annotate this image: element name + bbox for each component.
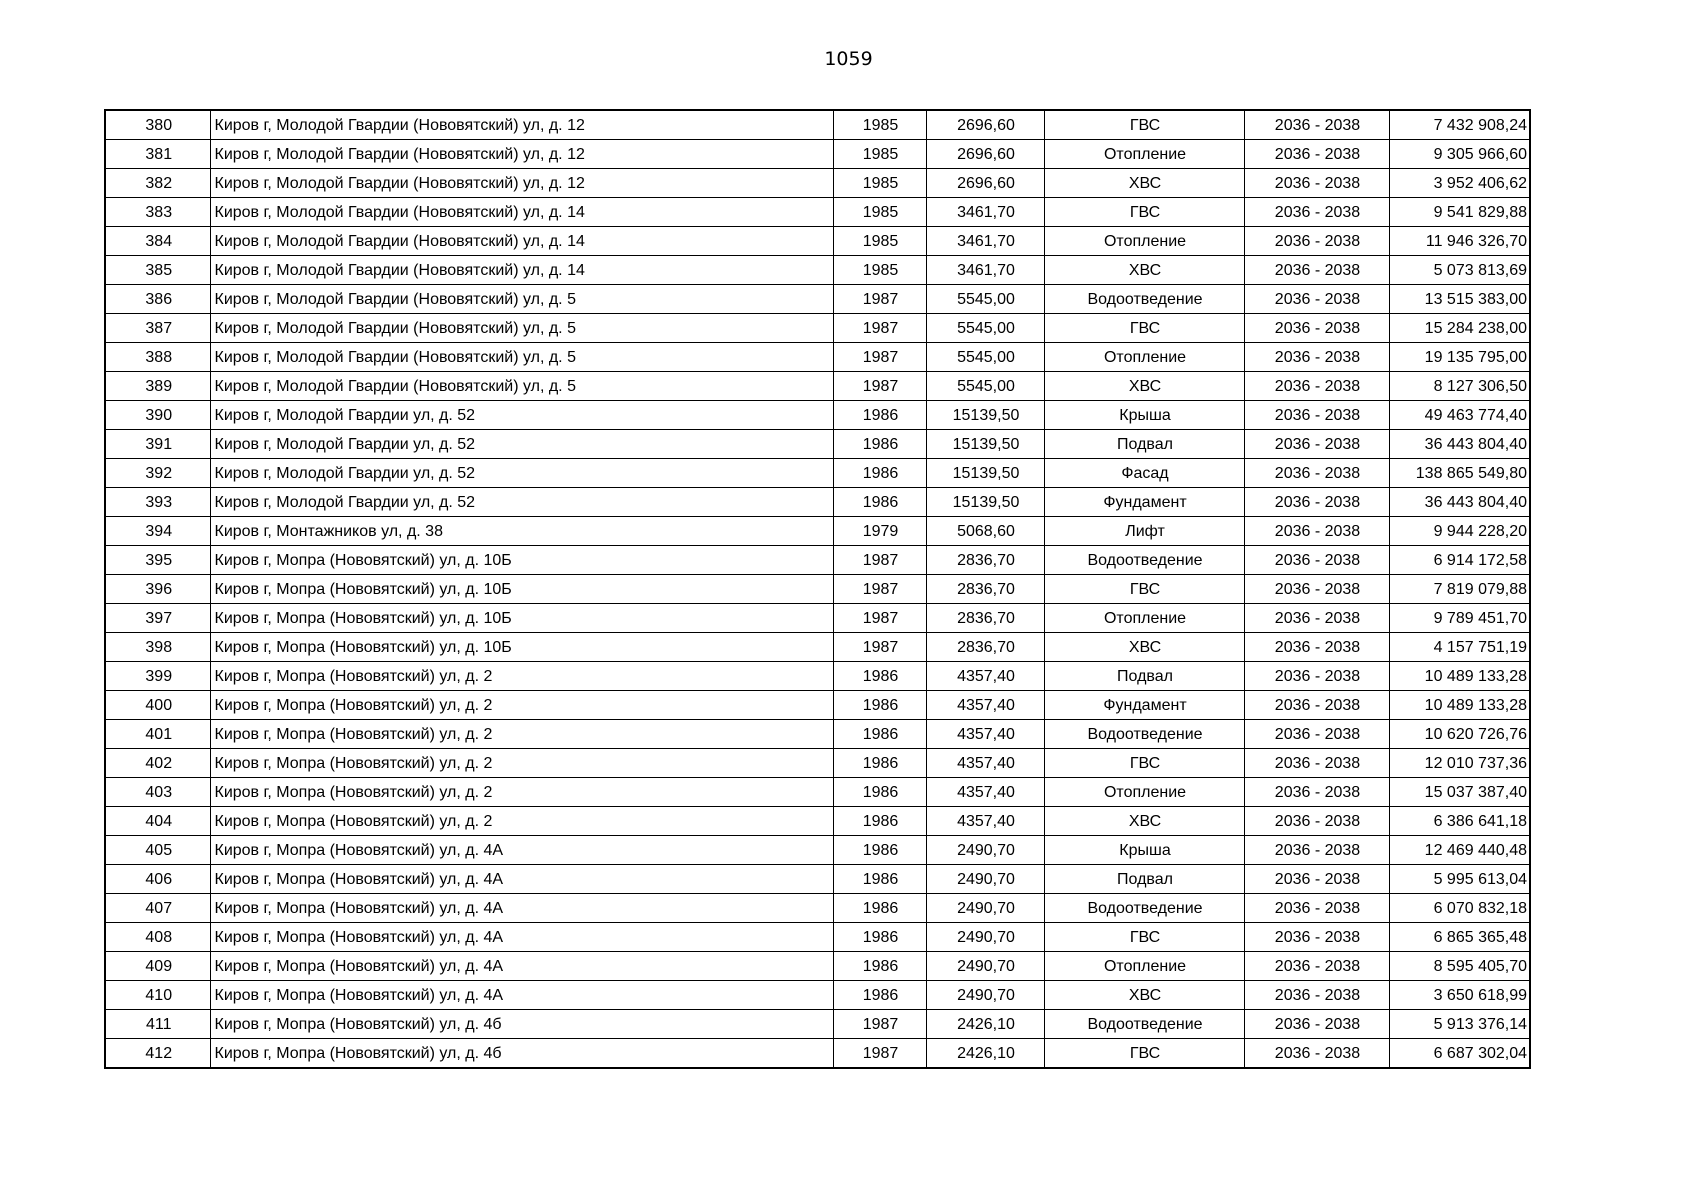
- work-type-cell: Крыша: [1044, 401, 1244, 430]
- period-cell: 2036 - 2038: [1244, 1039, 1389, 1069]
- cost-cell: 9 789 451,70: [1389, 604, 1530, 633]
- address-cell: Киров г, Молодой Гвардии ул, д. 52: [210, 401, 833, 430]
- work-type-cell: Фундамент: [1044, 691, 1244, 720]
- build-year-cell: 1985: [833, 256, 926, 285]
- cost-cell: 4 157 751,19: [1389, 633, 1530, 662]
- page-number: 1059: [824, 48, 873, 70]
- area-cell: 5545,00: [926, 314, 1044, 343]
- area-cell: 2836,70: [926, 546, 1044, 575]
- period-cell: 2036 - 2038: [1244, 488, 1389, 517]
- work-type-cell: Водоотведение: [1044, 894, 1244, 923]
- period-cell: 2036 - 2038: [1244, 459, 1389, 488]
- address-cell: Киров г, Монтажников ул, д. 38: [210, 517, 833, 546]
- area-cell: 4357,40: [926, 749, 1044, 778]
- address-cell: Киров г, Молодой Гвардии (Нововятский) ул, д. 5: [210, 372, 833, 401]
- table-row: [105, 169, 1530, 198]
- table-row: [105, 604, 1530, 633]
- period-cell: 2036 - 2038: [1244, 430, 1389, 459]
- address-cell: Киров г, Мопра (Нововятский) ул, д. 10Б: [210, 575, 833, 604]
- row-number-cell: 400: [105, 691, 210, 720]
- row-number-cell: 409: [105, 952, 210, 981]
- table-body: [105, 110, 1530, 1068]
- period-cell: 2036 - 2038: [1244, 343, 1389, 372]
- build-year-cell: 1985: [833, 140, 926, 169]
- cost-cell: 19 135 795,00: [1389, 343, 1530, 372]
- row-number-cell: 381: [105, 140, 210, 169]
- row-number-cell: 391: [105, 430, 210, 459]
- table-row: [105, 865, 1530, 894]
- table-row: [105, 1039, 1530, 1069]
- cost-cell: 9 541 829,88: [1389, 198, 1530, 227]
- build-year-cell: 1987: [833, 1039, 926, 1069]
- work-type-cell: Подвал: [1044, 662, 1244, 691]
- period-cell: 2036 - 2038: [1244, 517, 1389, 546]
- cost-cell: 10 489 133,28: [1389, 662, 1530, 691]
- build-year-cell: 1986: [833, 430, 926, 459]
- work-type-cell: Водоотведение: [1044, 1010, 1244, 1039]
- table-row: [105, 952, 1530, 981]
- work-type-cell: Водоотведение: [1044, 720, 1244, 749]
- cost-cell: 9 944 228,20: [1389, 517, 1530, 546]
- period-cell: 2036 - 2038: [1244, 633, 1389, 662]
- work-type-cell: ГВС: [1044, 923, 1244, 952]
- row-number-cell: 408: [105, 923, 210, 952]
- row-number-cell: 405: [105, 836, 210, 865]
- cost-cell: 13 515 383,00: [1389, 285, 1530, 314]
- address-cell: Киров г, Молодой Гвардии (Нововятский) ул, д. 14: [210, 198, 833, 227]
- work-type-cell: Фасад: [1044, 459, 1244, 488]
- cost-cell: 11 946 326,70: [1389, 227, 1530, 256]
- work-type-cell: ХВС: [1044, 633, 1244, 662]
- repair-schedule-table: [104, 109, 1531, 1069]
- build-year-cell: 1987: [833, 1010, 926, 1039]
- area-cell: 5545,00: [926, 285, 1044, 314]
- table-row: [105, 981, 1530, 1010]
- row-number-cell: 382: [105, 169, 210, 198]
- area-cell: 15139,50: [926, 401, 1044, 430]
- row-number-cell: 395: [105, 546, 210, 575]
- period-cell: 2036 - 2038: [1244, 662, 1389, 691]
- period-cell: 2036 - 2038: [1244, 575, 1389, 604]
- work-type-cell: ГВС: [1044, 110, 1244, 140]
- address-cell: Киров г, Мопра (Нововятский) ул, д. 4А: [210, 981, 833, 1010]
- table-row: [105, 836, 1530, 865]
- cost-cell: 12 010 737,36: [1389, 749, 1530, 778]
- cost-cell: 10 489 133,28: [1389, 691, 1530, 720]
- row-number-cell: 402: [105, 749, 210, 778]
- period-cell: 2036 - 2038: [1244, 256, 1389, 285]
- cost-cell: 6 070 832,18: [1389, 894, 1530, 923]
- work-type-cell: ГВС: [1044, 198, 1244, 227]
- row-number-cell: 392: [105, 459, 210, 488]
- area-cell: 4357,40: [926, 691, 1044, 720]
- cost-cell: 5 073 813,69: [1389, 256, 1530, 285]
- table-row: [105, 894, 1530, 923]
- work-type-cell: ГВС: [1044, 1039, 1244, 1069]
- work-type-cell: Лифт: [1044, 517, 1244, 546]
- row-number-cell: 389: [105, 372, 210, 401]
- cost-cell: 15 037 387,40: [1389, 778, 1530, 807]
- build-year-cell: 1987: [833, 633, 926, 662]
- period-cell: 2036 - 2038: [1244, 778, 1389, 807]
- table-row: [105, 633, 1530, 662]
- cost-cell: 6 386 641,18: [1389, 807, 1530, 836]
- table-row: [105, 807, 1530, 836]
- row-number-cell: 401: [105, 720, 210, 749]
- address-cell: Киров г, Молодой Гвардии ул, д. 52: [210, 459, 833, 488]
- cost-cell: 3 650 618,99: [1389, 981, 1530, 1010]
- row-number-cell: 387: [105, 314, 210, 343]
- row-number-cell: 385: [105, 256, 210, 285]
- row-number-cell: 403: [105, 778, 210, 807]
- work-type-cell: Подвал: [1044, 430, 1244, 459]
- row-number-cell: 383: [105, 198, 210, 227]
- period-cell: 2036 - 2038: [1244, 720, 1389, 749]
- period-cell: 2036 - 2038: [1244, 1010, 1389, 1039]
- work-type-cell: Отопление: [1044, 952, 1244, 981]
- work-type-cell: Подвал: [1044, 865, 1244, 894]
- work-type-cell: ГВС: [1044, 314, 1244, 343]
- cost-cell: 6 914 172,58: [1389, 546, 1530, 575]
- area-cell: 2490,70: [926, 865, 1044, 894]
- table-row: [105, 923, 1530, 952]
- address-cell: Киров г, Молодой Гвардии (Нововятский) ул, д. 14: [210, 256, 833, 285]
- work-type-cell: ГВС: [1044, 575, 1244, 604]
- table-row: [105, 140, 1530, 169]
- address-cell: Киров г, Мопра (Нововятский) ул, д. 4б: [210, 1010, 833, 1039]
- address-cell: Киров г, Мопра (Нововятский) ул, д. 4А: [210, 894, 833, 923]
- area-cell: 2836,70: [926, 604, 1044, 633]
- area-cell: 15139,50: [926, 430, 1044, 459]
- address-cell: Киров г, Молодой Гвардии (Нововятский) ул, д. 12: [210, 110, 833, 140]
- work-type-cell: Фундамент: [1044, 488, 1244, 517]
- row-number-cell: 394: [105, 517, 210, 546]
- period-cell: 2036 - 2038: [1244, 285, 1389, 314]
- cost-cell: 3 952 406,62: [1389, 169, 1530, 198]
- cost-cell: 5 995 613,04: [1389, 865, 1530, 894]
- row-number-cell: 388: [105, 343, 210, 372]
- area-cell: 2490,70: [926, 923, 1044, 952]
- build-year-cell: 1986: [833, 952, 926, 981]
- work-type-cell: Отопление: [1044, 778, 1244, 807]
- work-type-cell: ГВС: [1044, 749, 1244, 778]
- build-year-cell: 1986: [833, 807, 926, 836]
- build-year-cell: 1986: [833, 865, 926, 894]
- period-cell: 2036 - 2038: [1244, 865, 1389, 894]
- cost-cell: 36 443 804,40: [1389, 430, 1530, 459]
- address-cell: Киров г, Молодой Гвардии ул, д. 52: [210, 488, 833, 517]
- build-year-cell: 1986: [833, 720, 926, 749]
- address-cell: Киров г, Мопра (Нововятский) ул, д. 4А: [210, 923, 833, 952]
- work-type-cell: Крыша: [1044, 836, 1244, 865]
- table-row: [105, 720, 1530, 749]
- table-row: [105, 662, 1530, 691]
- table-row: [105, 285, 1530, 314]
- area-cell: 2490,70: [926, 981, 1044, 1010]
- period-cell: 2036 - 2038: [1244, 198, 1389, 227]
- build-year-cell: 1985: [833, 227, 926, 256]
- period-cell: 2036 - 2038: [1244, 110, 1389, 140]
- work-type-cell: Отопление: [1044, 343, 1244, 372]
- area-cell: 2490,70: [926, 836, 1044, 865]
- address-cell: Киров г, Мопра (Нововятский) ул, д. 2: [210, 720, 833, 749]
- table-row: [105, 198, 1530, 227]
- table-row: [105, 401, 1530, 430]
- period-cell: 2036 - 2038: [1244, 923, 1389, 952]
- build-year-cell: 1986: [833, 662, 926, 691]
- address-cell: Киров г, Мопра (Нововятский) ул, д. 2: [210, 807, 833, 836]
- build-year-cell: 1986: [833, 691, 926, 720]
- area-cell: 2836,70: [926, 575, 1044, 604]
- address-cell: Киров г, Молодой Гвардии (Нововятский) ул, д. 5: [210, 343, 833, 372]
- table-row: [105, 575, 1530, 604]
- cost-cell: 7 432 908,24: [1389, 110, 1530, 140]
- period-cell: 2036 - 2038: [1244, 894, 1389, 923]
- work-type-cell: ХВС: [1044, 807, 1244, 836]
- area-cell: 2426,10: [926, 1010, 1044, 1039]
- work-type-cell: Отопление: [1044, 604, 1244, 633]
- build-year-cell: 1986: [833, 749, 926, 778]
- address-cell: Киров г, Молодой Гвардии (Нововятский) ул, д. 5: [210, 285, 833, 314]
- build-year-cell: 1986: [833, 923, 926, 952]
- address-cell: Киров г, Мопра (Нововятский) ул, д. 10Б: [210, 546, 833, 575]
- period-cell: 2036 - 2038: [1244, 604, 1389, 633]
- address-cell: Киров г, Мопра (Нововятский) ул, д. 4А: [210, 865, 833, 894]
- address-cell: Киров г, Молодой Гвардии (Нововятский) ул, д. 12: [210, 140, 833, 169]
- row-number-cell: 397: [105, 604, 210, 633]
- work-type-cell: ХВС: [1044, 981, 1244, 1010]
- table-row: [105, 430, 1530, 459]
- area-cell: 2696,60: [926, 169, 1044, 198]
- table-row: [105, 546, 1530, 575]
- cost-cell: 9 305 966,60: [1389, 140, 1530, 169]
- row-number-cell: 411: [105, 1010, 210, 1039]
- area-cell: 5545,00: [926, 343, 1044, 372]
- build-year-cell: 1986: [833, 836, 926, 865]
- row-number-cell: 407: [105, 894, 210, 923]
- area-cell: 2836,70: [926, 633, 1044, 662]
- cost-cell: 12 469 440,48: [1389, 836, 1530, 865]
- cost-cell: 49 463 774,40: [1389, 401, 1530, 430]
- address-cell: Киров г, Мопра (Нововятский) ул, д. 4б: [210, 1039, 833, 1069]
- row-number-cell: 393: [105, 488, 210, 517]
- cost-cell: 7 819 079,88: [1389, 575, 1530, 604]
- cost-cell: 5 913 376,14: [1389, 1010, 1530, 1039]
- table-row: [105, 372, 1530, 401]
- table-row: [105, 488, 1530, 517]
- work-type-cell: Отопление: [1044, 140, 1244, 169]
- area-cell: 5545,00: [926, 372, 1044, 401]
- cost-cell: 6 865 365,48: [1389, 923, 1530, 952]
- address-cell: Киров г, Мопра (Нововятский) ул, д. 4А: [210, 836, 833, 865]
- cost-cell: 36 443 804,40: [1389, 488, 1530, 517]
- build-year-cell: 1979: [833, 517, 926, 546]
- period-cell: 2036 - 2038: [1244, 227, 1389, 256]
- row-number-cell: 399: [105, 662, 210, 691]
- area-cell: 2490,70: [926, 952, 1044, 981]
- period-cell: 2036 - 2038: [1244, 401, 1389, 430]
- address-cell: Киров г, Мопра (Нововятский) ул, д. 2: [210, 749, 833, 778]
- area-cell: 2696,60: [926, 110, 1044, 140]
- period-cell: 2036 - 2038: [1244, 952, 1389, 981]
- build-year-cell: 1987: [833, 314, 926, 343]
- row-number-cell: 412: [105, 1039, 210, 1069]
- row-number-cell: 380: [105, 110, 210, 140]
- address-cell: Киров г, Молодой Гвардии (Нововятский) ул, д. 12: [210, 169, 833, 198]
- table-row: [105, 749, 1530, 778]
- build-year-cell: 1987: [833, 372, 926, 401]
- area-cell: 4357,40: [926, 778, 1044, 807]
- work-type-cell: Водоотведение: [1044, 546, 1244, 575]
- build-year-cell: 1987: [833, 285, 926, 314]
- table-row: [105, 314, 1530, 343]
- table-row: [105, 256, 1530, 285]
- row-number-cell: 396: [105, 575, 210, 604]
- period-cell: 2036 - 2038: [1244, 314, 1389, 343]
- table-row: [105, 110, 1530, 140]
- area-cell: 4357,40: [926, 807, 1044, 836]
- table-row: [105, 691, 1530, 720]
- period-cell: 2036 - 2038: [1244, 691, 1389, 720]
- build-year-cell: 1987: [833, 546, 926, 575]
- period-cell: 2036 - 2038: [1244, 140, 1389, 169]
- table-row: [105, 778, 1530, 807]
- address-cell: Киров г, Молодой Гвардии ул, д. 52: [210, 430, 833, 459]
- area-cell: 2696,60: [926, 140, 1044, 169]
- area-cell: 2490,70: [926, 894, 1044, 923]
- row-number-cell: 386: [105, 285, 210, 314]
- build-year-cell: 1987: [833, 575, 926, 604]
- build-year-cell: 1985: [833, 169, 926, 198]
- work-type-cell: Отопление: [1044, 227, 1244, 256]
- period-cell: 2036 - 2038: [1244, 807, 1389, 836]
- table-row: [105, 1010, 1530, 1039]
- address-cell: Киров г, Молодой Гвардии (Нововятский) ул, д. 5: [210, 314, 833, 343]
- area-cell: 15139,50: [926, 459, 1044, 488]
- row-number-cell: 410: [105, 981, 210, 1010]
- period-cell: 2036 - 2038: [1244, 169, 1389, 198]
- area-cell: 15139,50: [926, 488, 1044, 517]
- build-year-cell: 1985: [833, 110, 926, 140]
- work-type-cell: ХВС: [1044, 372, 1244, 401]
- cost-cell: 10 620 726,76: [1389, 720, 1530, 749]
- build-year-cell: 1986: [833, 894, 926, 923]
- period-cell: 2036 - 2038: [1244, 372, 1389, 401]
- build-year-cell: 1987: [833, 604, 926, 633]
- work-type-cell: Водоотведение: [1044, 285, 1244, 314]
- address-cell: Киров г, Мопра (Нововятский) ул, д. 4А: [210, 952, 833, 981]
- row-number-cell: 390: [105, 401, 210, 430]
- row-number-cell: 406: [105, 865, 210, 894]
- cost-cell: 138 865 549,80: [1389, 459, 1530, 488]
- row-number-cell: 384: [105, 227, 210, 256]
- build-year-cell: 1986: [833, 459, 926, 488]
- build-year-cell: 1985: [833, 198, 926, 227]
- area-cell: 3461,70: [926, 227, 1044, 256]
- period-cell: 2036 - 2038: [1244, 749, 1389, 778]
- build-year-cell: 1986: [833, 488, 926, 517]
- table-row: [105, 227, 1530, 256]
- row-number-cell: 398: [105, 633, 210, 662]
- cost-cell: 6 687 302,04: [1389, 1039, 1530, 1069]
- address-cell: Киров г, Мопра (Нововятский) ул, д. 2: [210, 662, 833, 691]
- build-year-cell: 1986: [833, 401, 926, 430]
- build-year-cell: 1986: [833, 981, 926, 1010]
- work-type-cell: ХВС: [1044, 256, 1244, 285]
- area-cell: 3461,70: [926, 256, 1044, 285]
- table-row: [105, 459, 1530, 488]
- cost-cell: 15 284 238,00: [1389, 314, 1530, 343]
- cost-cell: 8 127 306,50: [1389, 372, 1530, 401]
- area-cell: 2426,10: [926, 1039, 1044, 1069]
- area-cell: 4357,40: [926, 662, 1044, 691]
- build-year-cell: 1987: [833, 343, 926, 372]
- address-cell: Киров г, Молодой Гвардии (Нововятский) ул, д. 14: [210, 227, 833, 256]
- address-cell: Киров г, Мопра (Нововятский) ул, д. 10Б: [210, 633, 833, 662]
- period-cell: 2036 - 2038: [1244, 836, 1389, 865]
- cost-cell: 8 595 405,70: [1389, 952, 1530, 981]
- row-number-cell: 404: [105, 807, 210, 836]
- period-cell: 2036 - 2038: [1244, 981, 1389, 1010]
- address-cell: Киров г, Мопра (Нововятский) ул, д. 2: [210, 691, 833, 720]
- address-cell: Киров г, Мопра (Нововятский) ул, д. 2: [210, 778, 833, 807]
- area-cell: 5068,60: [926, 517, 1044, 546]
- table-row: [105, 343, 1530, 372]
- area-cell: 4357,40: [926, 720, 1044, 749]
- work-type-cell: ХВС: [1044, 169, 1244, 198]
- period-cell: 2036 - 2038: [1244, 546, 1389, 575]
- build-year-cell: 1986: [833, 778, 926, 807]
- address-cell: Киров г, Мопра (Нововятский) ул, д. 10Б: [210, 604, 833, 633]
- area-cell: 3461,70: [926, 198, 1044, 227]
- table-row: [105, 517, 1530, 546]
